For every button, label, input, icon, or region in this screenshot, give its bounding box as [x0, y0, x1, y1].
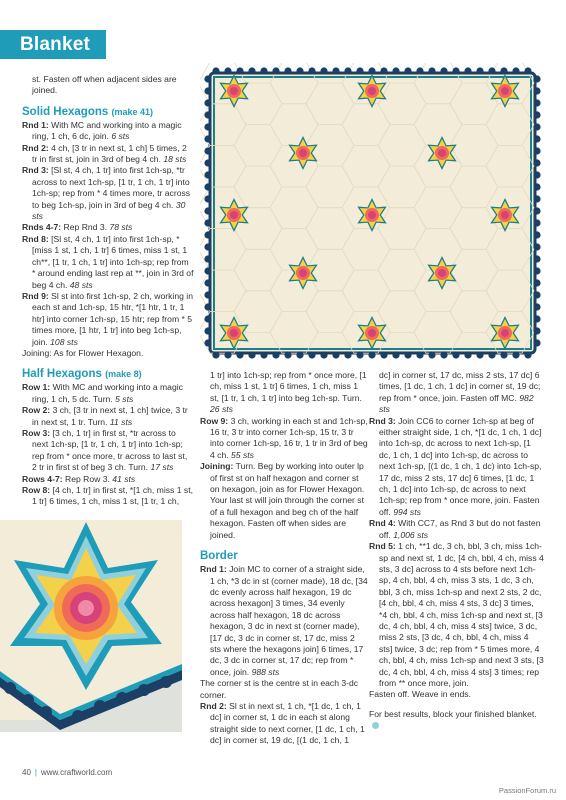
instructions-column-1: [22, 74, 194, 508]
solid-rnd3: Rnd 3: [Sl st, 4 ch, 1 tr] into first 1ch-sp, *tr across to next 1ch-sp, [1 tr, 1 ch, 1 tr] into 1ch-sp; rep from * 4 times more, tr across to beg 1ch-sp, join in 3rd of beg 4 ch. 30 sts: [22, 165, 191, 222]
half-row3: Row 3: [3 ch, 1 tr] in first st, *tr across to next 1ch-sp, [1 tr, 1 ch, 1 tr] into 1ch-sp; rep from * once more, tr across to last st, 2 tr in first st of beg 3 ch. Turn. 17 sts: [22, 427, 188, 473]
watermark: PassionForum.ru: [498, 786, 556, 795]
solid-rnd1: Rnd 1: With MC and working into a magic ring, 1 ch, 6 dc, join. 6 sts: [22, 119, 182, 142]
solid-joining: Joining: As for Flower Hexagon.: [22, 347, 144, 358]
solid-rnd4-7: Rnds 4-7: Rep Rnd 3. 78 sts: [22, 222, 133, 233]
half-hexagons-heading: Half Hexagons (make 8): [22, 368, 142, 381]
blue-dot-icon: [372, 722, 379, 729]
half-row8: Row 8: [4 ch, 1 tr] in first st, *[1 ch, miss 1 st, 1 tr] 6 times, 1 ch, miss 1 st, [1 tr, 1 ch,: [22, 485, 193, 507]
section-title: Blanket: [20, 33, 91, 55]
website-link[interactable]: www.craftworld.com: [40, 768, 113, 777]
blanket-photo: [200, 63, 545, 363]
border-heading: Border: [200, 550, 238, 563]
half-joining: Joining: Turn. Beg by working into outer lp of first st on half hexagon and corner st on hexagon, join as for Flower Hexagon. Your last st will join through the corner st of a full hexagon and beg ch of the half hexagon. Fasten off when sides are joined.: [200, 461, 365, 540]
half-row4-7: Rows 4-7: Rep Row 3. 41 sts: [22, 473, 136, 484]
page-footer: 40 | www.craftworld.com: [22, 768, 113, 777]
page-number: 40: [22, 768, 31, 777]
closeup-photo: [0, 520, 182, 732]
solid-rnd8: Rnd 8: [Sl st, 4 ch, 1 tr] into first 1ch-sp, *[miss 1 st, 1 ch, 1 tr] 6 times, miss 1 st, 1 ch**, [1 tr, 1 ch, 1 tr] into 1ch-sp; rep from * around ending last rep at **, join in 3rd of beg 4 ch. 48 sts: [22, 233, 194, 290]
fasten-off: Fasten off. Weave in ends.: [369, 689, 471, 700]
intro-text: st. Fasten off when adjacent sides are joined.: [32, 74, 177, 96]
solid-rnd2: Rnd 2: 4 ch, [3 tr in next st, 1 ch] 5 times, 2 tr in first st, join in 3rd of beg 4 ch. 18 sts: [22, 142, 187, 165]
row8-continued: 1 tr] into 1ch-sp; rep from * once more, [1 ch, miss 1 st, 1 tr] 6 times, 1 ch, miss 1 st, [1 tr, 1 ch, 1 tr] into beg 1ch-sp. Turn. 26 sts: [210, 370, 367, 415]
border-rnd4: Rnd 4: With CC7, as Rnd 3 but do not fasten off. 1,006 sts: [369, 518, 541, 540]
half-row2: Row 2: 3 ch, [3 tr in next st, 1 ch] twice, 3 tr in next st, 1 tr. Turn. 11 sts: [22, 405, 188, 427]
corner-note: The corner st is the centre st in each 3-dc corner.: [200, 678, 359, 700]
instructions-column-2: [200, 370, 368, 747]
rnd2-continued: dc] in corner st, 17 dc, miss 2 sts, 17 dc] 6 times, [1 dc, 1 ch, 1 dc] in corner st, 19 dc; rep from * once, join. Fasten off MC. 982 sts: [379, 370, 541, 415]
solid-hexagons-heading: Solid Hexagons (make 41): [22, 105, 154, 118]
border-rnd2: Rnd 2: Sl st in next st, 1 ch, *[1 dc, 1 ch, 1 dc] in corner st, 1 dc in each st along straight side to next corner, [1 dc, 1 ch, 1 dc] in corner st, 19 dc, [(1 dc, 1 ch, 1: [200, 700, 365, 746]
half-row9: Row 9: 3 ch, working in each st and 1ch-sp, 16 tr, 3 tr into corner 1ch-sp, 15 tr, 3 tr into corner 1ch-sp, 16 tr, 1 tr in 3rd of beg 4 ch. 55 sts: [200, 415, 368, 460]
solid-rnd9: Rnd 9: Sl st into first 1ch-sp, 2 ch, working in each st and 1ch-sp, 15 htr, *[1 htr, 1 tr, 1 htr] into corner 1ch-sp, 15 htr; rep from * 5 times more, [1 htr, 1 tr] into beg 1ch-sp, join. 108 sts: [22, 290, 193, 347]
border-rnd5: Rnd 5: 1 ch, **1 dc, 3 ch, bbl, 3 ch, miss 1ch-sp and next st, 1 dc, [4 ch, bbl, 4 ch, miss 4 sts, 3 dc] across to 4 sts before next 1ch-sp, 4 ch, bbl, 4 ch, miss 3 sts, 1 dc, 3 ch, bbl, 3 ch, miss 1ch-sp and next 2 sts, 2 dc, [4 ch, bbl, 4 ch, miss 4 sts, 3 dc] 3 times, *4 ch, bbl, 4 ch, miss 1ch-sp and next st, [3 dc, 4 ch, bbl, 4 ch, miss 4 sts] twice, 3 dc, miss 2 sts, [3 dc, 4 ch, bbl, 4 ch, miss 4 sts] twice, 3 dc; rep from * 5 times more, 4 ch, bbl, 4 ch, miss 1ch-sp and next 3 sts, [3 dc, 4 ch, bbl, 4 ch, miss 4 sts] 3 times; rep from ** once more, join.: [369, 541, 544, 688]
border-rnd1: Rnd 1: Join MC to corner of a straight side, 1 ch, *3 dc in st (corner made), 18 dc, [34 dc evenly across half hexagon, 19 dc across hexagon] 3 times, 34 evenly across half hexagon, 18 dc across hexagon, 3 dc in next st (corner made), [17 dc, 3 dc in corner st, 17 dc, miss 2 sts where the hexagons join] 6 times, 17 dc, 3 dc in corner st, 17 dc; rep from * once, join. 988 sts: [200, 564, 368, 677]
closeup-illustration: [0, 520, 182, 732]
border-rnd3: Rnd 3: Join CC6 to corner 1ch-sp at beg of either straight side, 1 ch, *[1 dc, 1 ch, 1 dc] into 1ch-sp, dc across to next 1ch-sp, [1 dc, 1 ch, 1 dc] into 1ch-sp, dc across to next 1ch-sp, [(1 dc, 1 ch, 1 dc) into 1ch-sp, 17 dc, miss 2 sts, 17 dc] 6 times, [1 dc, 1 ch, 1 dc] into 1ch-sp, dc across to next 1ch-sp; rep from * once more, join. Fasten off. 994 sts: [369, 415, 542, 517]
section-title-tab: [0, 30, 106, 59]
instructions-column-3: [369, 370, 544, 732]
blocking-tip: For best results, block your finished blanket.: [369, 709, 544, 732]
half-row1: Row 1: With MC and working into a magic ring, 1 ch, 5 dc. Turn. 5 sts: [22, 382, 183, 404]
